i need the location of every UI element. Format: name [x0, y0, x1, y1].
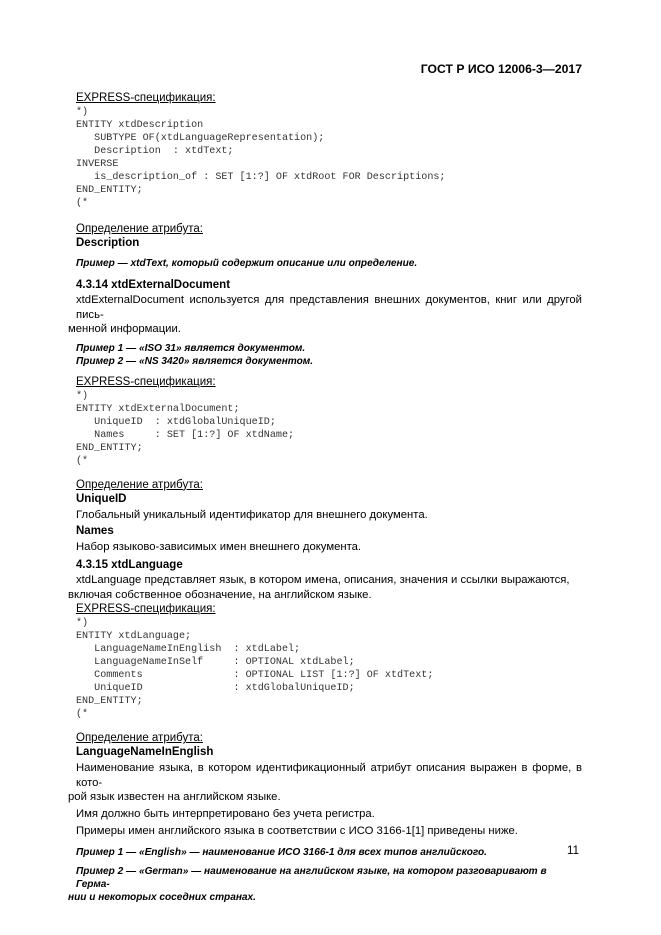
attribute-definition-label: Определение атрибута:	[76, 478, 203, 491]
attribute-description: Набор языково-зависимых имен внешнего документа.	[76, 541, 362, 554]
paragraph-continued: включая собственное обозначение, на английском языке.	[68, 588, 372, 601]
express-spec-label: EXPRESS-спецификация:	[76, 92, 216, 104]
express-spec-label: EXPRESS-спецификация:	[76, 375, 216, 388]
page-number: 11	[567, 845, 579, 857]
paragraph: xtdExternalDocument используется для представления внешних документов, книг или другой пись-	[76, 294, 582, 321]
paragraph: Наименование языка, в котором идентификационный атрибут описания выражен в форме, в кото-	[76, 762, 582, 789]
code-block-external-document: *) ENTITY xtdExternalDocument; UniqueID : xtdGlobalUniqueID; Names : SET [1:?] OF xtdName; END_ENTITY; (*	[76, 390, 295, 467]
example-text: Пример — xtdText, который содержит описание или определение.	[76, 258, 418, 269]
paragraph-continued: рой язык известен на английском языке.	[68, 791, 281, 804]
example-text-continued: нии и некоторых соседних странах.	[68, 892, 256, 904]
document-body	[68, 91, 582, 904]
attribute-name: Description	[76, 237, 140, 249]
attribute-name: Names	[76, 525, 114, 538]
code-block-language: *) ENTITY xtdLanguage; LanguageNameInEnglish : xtdLabel; LanguageNameInSelf : OPTIONAL xtdLabel; Comments : OPTIONAL LIST [1:?] OF xtdText; UniqueID : xtdGlobalUniqueID; END_ENTITY; (*	[76, 618, 434, 721]
express-spec-label: EXPRESS-спецификация:	[76, 603, 216, 616]
attribute-name: UniqueID	[76, 492, 127, 505]
example-text: Пример 1 — «English» — наименование ИСО 3166-1 для всех типов английского.	[76, 847, 487, 859]
attribute-name: LanguageNameInEnglish	[76, 746, 214, 759]
attribute-description: Глобальный уникальный идентификатор для внешнего документа.	[76, 508, 428, 521]
section-heading: 4.3.15 xtdLanguage	[76, 558, 183, 571]
example-text: Пример 2 — «NS 3420» является документом.	[76, 355, 314, 367]
paragraph-continued: менной информации.	[68, 323, 181, 336]
paragraph: Имя должно быть интерпретировано без учета регистра.	[76, 807, 375, 820]
attribute-definition-label: Определение атрибута:	[76, 732, 203, 745]
code-block-description: *) ENTITY xtdDescription SUBTYPE OF(xtdLanguageRepresentation); Description : xtdText; INVERSE is_description_of : SET [1:?] OF xtdRoot FOR Descriptions; END_ENTITY; (*	[76, 107, 446, 209]
example-text: Пример 2 — «German» — наименование на английском языке, на котором разговаривают в Герма-	[76, 866, 547, 891]
document-header: ГОСТ Р ИСО 12006-3—2017	[420, 62, 582, 76]
section-heading: 4.3.14 xtdExternalDocument	[76, 279, 231, 291]
attribute-definition-label: Определение атрибута:	[76, 223, 203, 235]
paragraph: Примеры имен английского языка в соответствии с ИСО 3166-1[1] приведены ниже.	[76, 824, 518, 837]
example-text: Пример 1 — «ISO 31» является документом.	[76, 342, 306, 354]
paragraph: xtdLanguage представляет язык, в котором имена, описания, значения и ссылки выражаются,	[76, 573, 570, 586]
